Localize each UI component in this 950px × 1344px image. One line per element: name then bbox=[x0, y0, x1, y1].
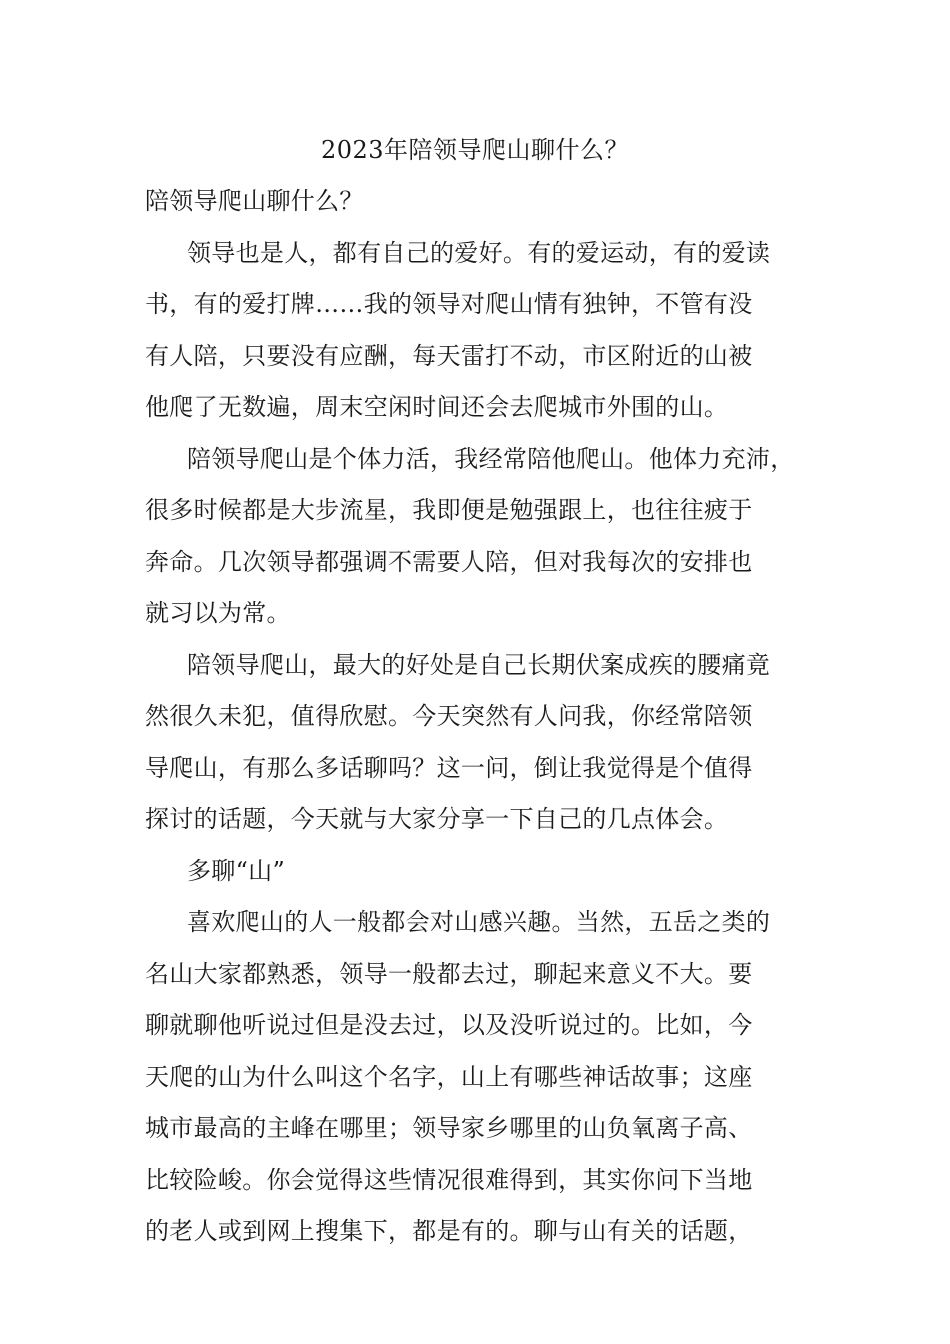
text-line: 书，有的爱打牌……我的领导对爬山情有独钟，不管有没 bbox=[145, 290, 753, 318]
text-line: 陪领导爬山聊什么？ bbox=[145, 187, 364, 215]
text-line: 很多时候都是大步流星，我即便是勉强跟上，也往往疲于 bbox=[145, 496, 753, 524]
text-line: 就习以为常。 bbox=[145, 599, 291, 627]
document-body bbox=[145, 182, 825, 1264]
text-line: 多聊“山” bbox=[187, 856, 286, 885]
document-title: 2023年陪领导爬山聊什么？ bbox=[320, 136, 630, 164]
text-line: 的老人或到网上搜集下，都是有的。聊与山有关的话题， bbox=[145, 1217, 753, 1245]
text-line: 喜欢爬山的人一般都会对山感兴趣。当然，五岳之类的 bbox=[187, 908, 771, 936]
text-line: 陪领导爬山是个体力活，我经常陪他爬山。他体力充沛， bbox=[187, 444, 795, 473]
text-line: 奔命。几次领导都强调不需要人陪，但对我每次的安排也 bbox=[145, 547, 753, 576]
text-line: 比较险峻。你会觉得这些情况很难得到，其实你问下当地 bbox=[145, 1165, 753, 1194]
text-line: 导爬山，有那么多话聊吗？这一问，倒让我觉得是个值得 bbox=[145, 753, 753, 782]
text-line: 他爬了无数遍，周末空闲时间还会去爬城市外围的山。 bbox=[145, 393, 729, 421]
text-line: 有人陪，只要没有应酬，每天雷打不动，市区附近的山被 bbox=[145, 341, 753, 370]
text-line: 城市最高的主峰在哪里；领导家乡哪里的山负氧离子高、 bbox=[145, 1114, 753, 1142]
text-line: 名山大家都熟悉，领导一般都去过，聊起来意义不大。要 bbox=[145, 959, 753, 988]
text-line: 然很久未犯，值得欣慰。今天突然有人问我，你经常陪领 bbox=[145, 702, 753, 730]
text-line: 陪领导爬山，最大的好处是自己长期伏案成疾的腰痛竟 bbox=[187, 650, 771, 679]
text-line: 领导也是人，都有自己的爱好。有的爱运动，有的爱读 bbox=[187, 238, 771, 267]
text-line: 聊就聊他听说过但是没去过，以及没听说过的。比如，今 bbox=[145, 1011, 753, 1039]
text-line: 天爬的山为什么叫这个名字，山上有哪些神话故事；这座 bbox=[145, 1062, 753, 1091]
text-line: 探讨的话题，今天就与大家分享一下自己的几点体会。 bbox=[145, 805, 729, 833]
